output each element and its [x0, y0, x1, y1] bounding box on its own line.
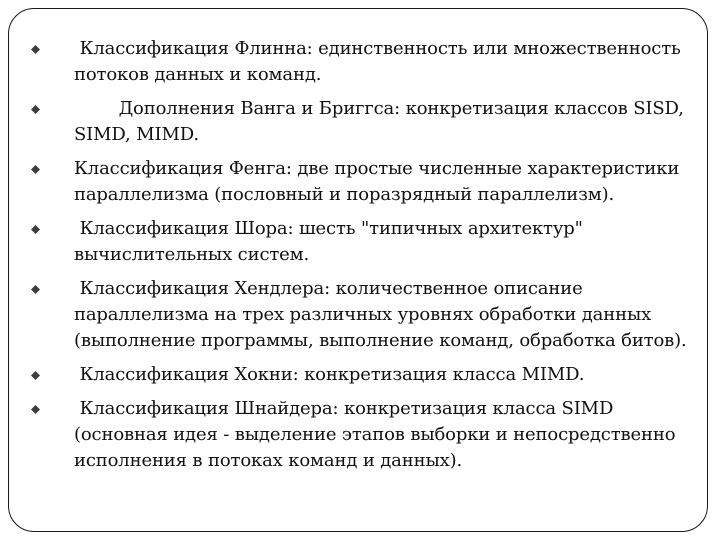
- bullet-text-feng: Классификация Фенга: две простые численные характеристики параллелизма (пословный и поразрядный параллелизм).: [74, 158, 685, 205]
- bullet-text-wang-briggs: Дополнения Ванга и Бриггса: конкретизация классов SISD, SIMD, MIMD.: [74, 98, 690, 145]
- slide-frame: [8, 8, 708, 532]
- bullet-item-schneider: [31, 396, 703, 474]
- bullet-item-flynn: [31, 36, 703, 88]
- bullet-text-schneider: Классификация Шнайдера: конкретизация класса SIMD (основная идея - выделение этапов выборки и непосредственно исполнения в потоках команд и данных).: [74, 398, 681, 471]
- diamond-bullet-icon: [31, 165, 40, 174]
- diamond-bullet-icon: [31, 45, 40, 54]
- diamond-bullet-icon: [31, 371, 40, 380]
- bullet-item-hockney: [31, 362, 703, 388]
- bullet-text-flynn: Классификация Флинна: единственность или множественность потоков данных и команд.: [74, 38, 687, 85]
- diamond-bullet-icon: [31, 225, 40, 234]
- diamond-bullet-icon: [31, 105, 40, 114]
- bullet-list: [31, 36, 703, 482]
- bullet-item-shore: [31, 216, 703, 268]
- bullet-text-shore: Классификация Шора: шесть "типичных архитектур" вычислительных систем.: [74, 218, 589, 265]
- bullet-item-handler: [31, 276, 703, 354]
- diamond-bullet-icon: [31, 285, 40, 294]
- bullet-item-wang-briggs: [31, 96, 703, 148]
- diamond-bullet-icon: [31, 405, 40, 414]
- bullet-text-handler: Классификация Хендлера: количественное описание параллелизма на трех различных уровнях обработки данных (выполнение программы, выполнение команд, обработка битов).: [74, 278, 687, 351]
- bullet-item-feng: [31, 156, 703, 208]
- bullet-text-hockney: Классификация Хокни: конкретизация класса MIMD.: [74, 364, 585, 385]
